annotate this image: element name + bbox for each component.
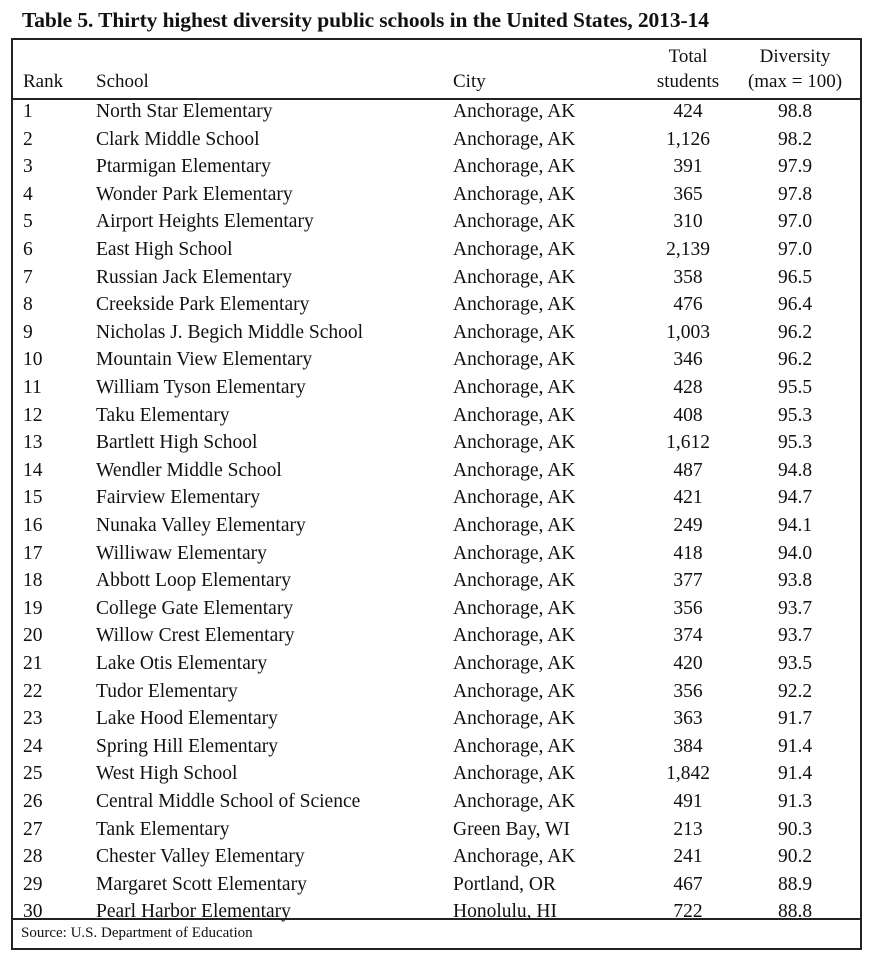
diversity-cell: 88.8 [777,901,813,923]
table-row [13,236,860,264]
header-diversity-line1: Diversity [759,46,831,67]
city-cell: Anchorage, AK [453,708,576,730]
rank-cell: 9 [23,321,33,343]
total-students-cell: 249 [673,515,703,536]
school-cell: Russian Jack Elementary [96,266,293,288]
rank-cell: 17 [23,542,43,564]
table-row [13,567,860,595]
total-students-cell: 365 [673,183,703,205]
diversity-cell: 98.8 [777,101,813,122]
table-row [13,816,860,844]
header-diversity-line2: (max = 100) [747,71,843,92]
city-cell: Anchorage, AK [453,211,576,233]
total-students-cell: 1,842 [666,763,710,785]
rank-cell: 19 [23,597,43,619]
school-cell: College Gate Elementary [96,597,294,619]
table-row [13,843,860,871]
diversity-cell: 97.8 [777,183,813,205]
rank-cell: 8 [23,294,33,316]
total-students-cell: 420 [673,653,703,674]
total-students-cell: 1,612 [666,432,710,454]
table-row [13,650,860,678]
city-cell: Anchorage, AK [453,487,576,509]
city-cell: Anchorage, AK [453,321,576,343]
diversity-cell: 95.5 [777,377,813,398]
school-cell: Nicholas J. Begich Middle School [96,321,364,343]
city-cell: Anchorage, AK [453,101,576,122]
table-title: Table 5. Thirty highest diversity public schools in the United States, 2013-14 [22,8,709,32]
school-cell: Chester Valley Elementary [96,846,305,868]
school-cell: Wonder Park Elementary [96,183,293,205]
table-row [13,788,860,816]
diversity-cell: 94.0 [777,542,813,564]
total-students-cell: 424 [673,101,703,122]
diversity-cell: 97.0 [777,211,813,233]
city-cell: Anchorage, AK [453,542,576,564]
total-students-cell: 363 [673,708,703,730]
city-cell: Anchorage, AK [453,294,576,316]
total-students-cell: 487 [673,459,703,481]
header-school: School [96,71,149,92]
table-row [13,208,860,236]
rank-cell: 13 [23,432,43,454]
school-cell: Pearl Harbor Elementary [96,901,291,923]
diversity-cell: 94.7 [777,487,813,509]
table-row [13,402,860,430]
table-row [13,153,860,181]
city-cell: Anchorage, AK [453,570,576,592]
total-students-cell: 213 [673,818,703,840]
diversity-cell: 96.4 [777,294,813,316]
table-row [13,871,860,899]
rank-cell: 11 [23,377,42,398]
school-cell: Nunaka Valley Elementary [96,515,306,536]
total-students-cell: 374 [673,625,703,647]
table-row [13,319,860,347]
city-cell: Anchorage, AK [453,515,576,536]
school-cell: Clark Middle School [96,128,260,150]
total-students-cell: 1,126 [666,128,710,150]
school-cell: Central Middle School of Science [96,791,361,812]
rank-cell: 7 [23,266,33,288]
total-students-cell: 418 [673,542,703,564]
table-row [13,264,860,292]
rank-cell: 10 [23,349,43,371]
total-students-cell: 476 [673,294,703,316]
rank-cell: 12 [23,404,43,426]
total-students-cell: 241 [673,846,703,868]
rank-cell: 15 [23,487,43,509]
diversity-cell: 97.0 [777,239,813,260]
total-students-cell: 491 [673,791,703,812]
table-row [13,374,860,402]
school-cell: East High School [96,239,233,260]
diversity-cell: 91.4 [777,763,813,785]
rank-cell: 30 [23,901,43,923]
school-cell: Spring Hill Elementary [96,735,278,757]
total-students-cell: 391 [673,156,703,178]
rank-cell: 16 [23,515,43,536]
city-cell: Anchorage, AK [453,156,576,178]
diversity-cell: 95.3 [777,404,813,426]
school-cell: Lake Hood Elementary [96,708,278,730]
table-row [13,512,860,540]
header-total-line2: students [656,71,720,92]
rank-cell: 23 [23,708,43,730]
city-cell: Anchorage, AK [453,763,576,785]
city-cell: Anchorage, AK [453,653,576,674]
city-cell: Anchorage, AK [453,404,576,426]
city-cell: Anchorage, AK [453,735,576,757]
diversity-cell: 91.3 [777,791,813,812]
diversity-cell: 94.1 [777,515,813,536]
table-row [13,678,860,706]
diversity-cell: 92.2 [777,680,813,702]
diversity-cell: 90.3 [777,818,813,840]
city-cell: Honolulu, HI [453,901,557,923]
table-row [13,595,860,623]
school-cell: Creekside Park Elementary [96,294,310,316]
total-students-cell: 346 [673,349,703,371]
school-cell: North Star Elementary [96,101,273,122]
rank-cell: 27 [23,818,43,840]
city-cell: Anchorage, AK [453,597,576,619]
table-row [13,484,860,512]
diversity-cell: 94.8 [777,459,813,481]
rank-cell: 14 [23,459,43,481]
table-row [13,98,860,126]
rank-cell: 20 [23,625,43,647]
rank-cell: 3 [23,156,33,178]
school-cell: Abbott Loop Elementary [96,570,291,592]
table-frame [11,38,862,950]
city-cell: Anchorage, AK [453,183,576,205]
total-students-cell: 358 [673,266,703,288]
diversity-cell: 91.4 [777,735,813,757]
rank-cell: 26 [23,791,43,812]
table-row [13,705,860,733]
school-cell: William Tyson Elementary [96,377,306,398]
table-row [13,457,860,485]
diversity-cell: 93.5 [777,653,813,674]
diversity-cell: 93.7 [777,597,813,619]
school-cell: Tank Elementary [96,818,230,840]
diversity-cell: 88.9 [777,873,813,895]
school-cell: Bartlett High School [96,432,258,454]
total-students-cell: 377 [673,570,703,592]
school-cell: Margaret Scott Elementary [96,873,307,895]
city-cell: Anchorage, AK [453,432,576,454]
school-cell: Airport Heights Elementary [96,211,314,233]
city-cell: Anchorage, AK [453,846,576,868]
table-row [13,622,860,650]
diversity-cell: 96.2 [777,349,813,371]
total-students-cell: 384 [673,735,703,757]
rank-cell: 24 [23,735,43,757]
table-row [13,760,860,788]
rank-cell: 25 [23,763,43,785]
source-footer [13,918,860,948]
school-cell: West High School [96,763,238,785]
header-city: City [453,71,486,92]
table-row [13,126,860,154]
total-students-cell: 421 [673,487,703,509]
diversity-cell: 97.9 [777,156,813,178]
school-cell: Taku Elementary [96,404,230,426]
table-row [13,181,860,209]
total-students-cell: 408 [673,404,703,426]
city-cell: Anchorage, AK [453,680,576,702]
diversity-cell: 91.7 [777,708,813,730]
rank-cell: 29 [23,873,43,895]
city-cell: Anchorage, AK [453,377,576,398]
city-cell: Green Bay, WI [453,818,570,840]
rank-cell: 2 [23,128,33,150]
rank-cell: 1 [23,101,33,122]
school-cell: Wendler Middle School [96,459,282,481]
diversity-cell: 93.7 [777,625,813,647]
table-row [13,291,860,319]
total-students-cell: 310 [673,211,703,233]
diversity-cell: 93.8 [777,570,813,592]
diversity-cell: 95.3 [777,432,813,454]
diversity-cell: 90.2 [777,846,813,868]
city-cell: Portland, OR [453,873,556,895]
table-header [13,40,860,100]
school-cell: Mountain View Elementary [96,349,313,371]
rank-cell: 5 [23,211,33,233]
school-cell: Ptarmigan Elementary [96,156,271,178]
total-students-cell: 428 [673,377,703,398]
rank-cell: 18 [23,570,43,592]
total-students-cell: 356 [673,597,703,619]
city-cell: Anchorage, AK [453,128,576,150]
school-cell: Williwaw Elementary [96,542,267,564]
rank-cell: 28 [23,846,43,868]
school-cell: Fairview Elementary [96,487,261,509]
diversity-cell: 96.5 [777,266,813,288]
total-students-cell: 722 [673,901,703,923]
rank-cell: 21 [23,653,43,674]
table-row [13,733,860,761]
city-cell: Anchorage, AK [453,239,576,260]
total-students-cell: 2,139 [666,239,710,260]
city-cell: Anchorage, AK [453,625,576,647]
total-students-cell: 467 [673,873,703,895]
school-cell: Tudor Elementary [96,680,238,702]
diversity-cell: 98.2 [777,128,813,150]
school-cell: Lake Otis Elementary [96,653,268,674]
city-cell: Anchorage, AK [453,459,576,481]
source-note: Source: U.S. Department of Education [21,925,253,941]
diversity-cell: 96.2 [777,321,813,343]
header-rank: Rank [23,71,64,92]
city-cell: Anchorage, AK [453,349,576,371]
rank-cell: 22 [23,680,43,702]
table-row [13,540,860,568]
city-cell: Anchorage, AK [453,791,576,812]
table-row [13,429,860,457]
rank-cell: 4 [23,183,33,205]
rank-cell: 6 [23,239,33,260]
total-students-cell: 356 [673,680,703,702]
school-cell: Willow Crest Elementary [96,625,295,647]
header-total-line1: Total [668,46,708,67]
total-students-cell: 1,003 [666,321,710,343]
table-row [13,346,860,374]
city-cell: Anchorage, AK [453,266,576,288]
